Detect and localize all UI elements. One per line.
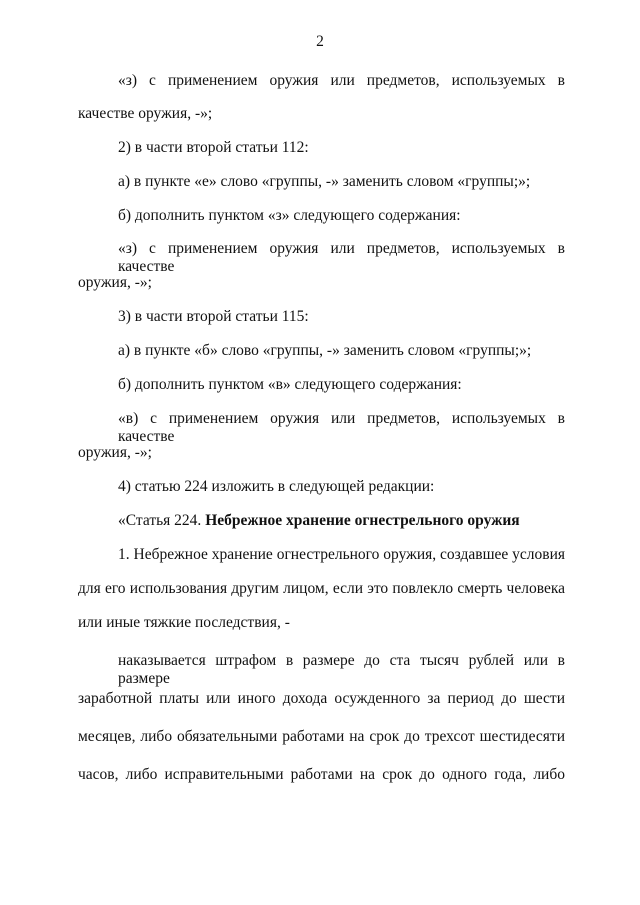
text-line: а) в пункте «б» слово «группы, -» заменить словом «группы;»;	[118, 342, 532, 359]
text-line: «з) с применением оружия или предметов, используемых в	[118, 72, 565, 89]
text-line: «з) с применением оружия или предметов, используемых в качестве	[118, 240, 565, 275]
text-line: заработной платы или иного дохода осужденного за период до шести	[78, 690, 565, 707]
text-line: 3) в части второй статьи 115:	[118, 308, 309, 325]
text-line: 4) статью 224 изложить в следующей редакции:	[118, 478, 435, 495]
text-line: часов, либо исправительными работами на срок до одного года, либо	[78, 766, 565, 783]
text-line: месяцев, либо обязательными работами на срок до трехсот шестидесяти	[78, 728, 565, 745]
text-line: «в) с применением оружия или предметов, используемых в качестве	[118, 410, 565, 445]
text-line: качестве оружия, -»;	[78, 105, 213, 122]
text-line: для его использования другим лицом, если это повлекло смерть человека	[78, 580, 565, 597]
text-line: наказывается штрафом в размере до ста тысяч рублей или в размере	[118, 652, 565, 687]
article-heading-title: Небрежное хранение огнестрельного оружия	[205, 512, 520, 529]
text-line: б) дополнить пунктом «з» следующего содержания:	[118, 207, 461, 224]
page-number: 2	[316, 33, 324, 50]
article-heading	[118, 512, 520, 530]
text-line: 1. Небрежное хранение огнестрельного оружия, создавшее условия	[118, 546, 565, 563]
text-line: или иные тяжкие последствия, -	[78, 614, 290, 631]
text-line: 2) в части второй статьи 112:	[118, 139, 309, 156]
text-line: б) дополнить пунктом «в» следующего содержания:	[118, 376, 462, 393]
text-line: а) в пункте «е» слово «группы, -» заменить словом «группы;»;	[118, 173, 531, 190]
text-line: оружия, -»;	[78, 444, 152, 461]
text-line: оружия, -»;	[78, 274, 152, 291]
article-heading-prefix: «Статья 224.	[118, 512, 202, 529]
